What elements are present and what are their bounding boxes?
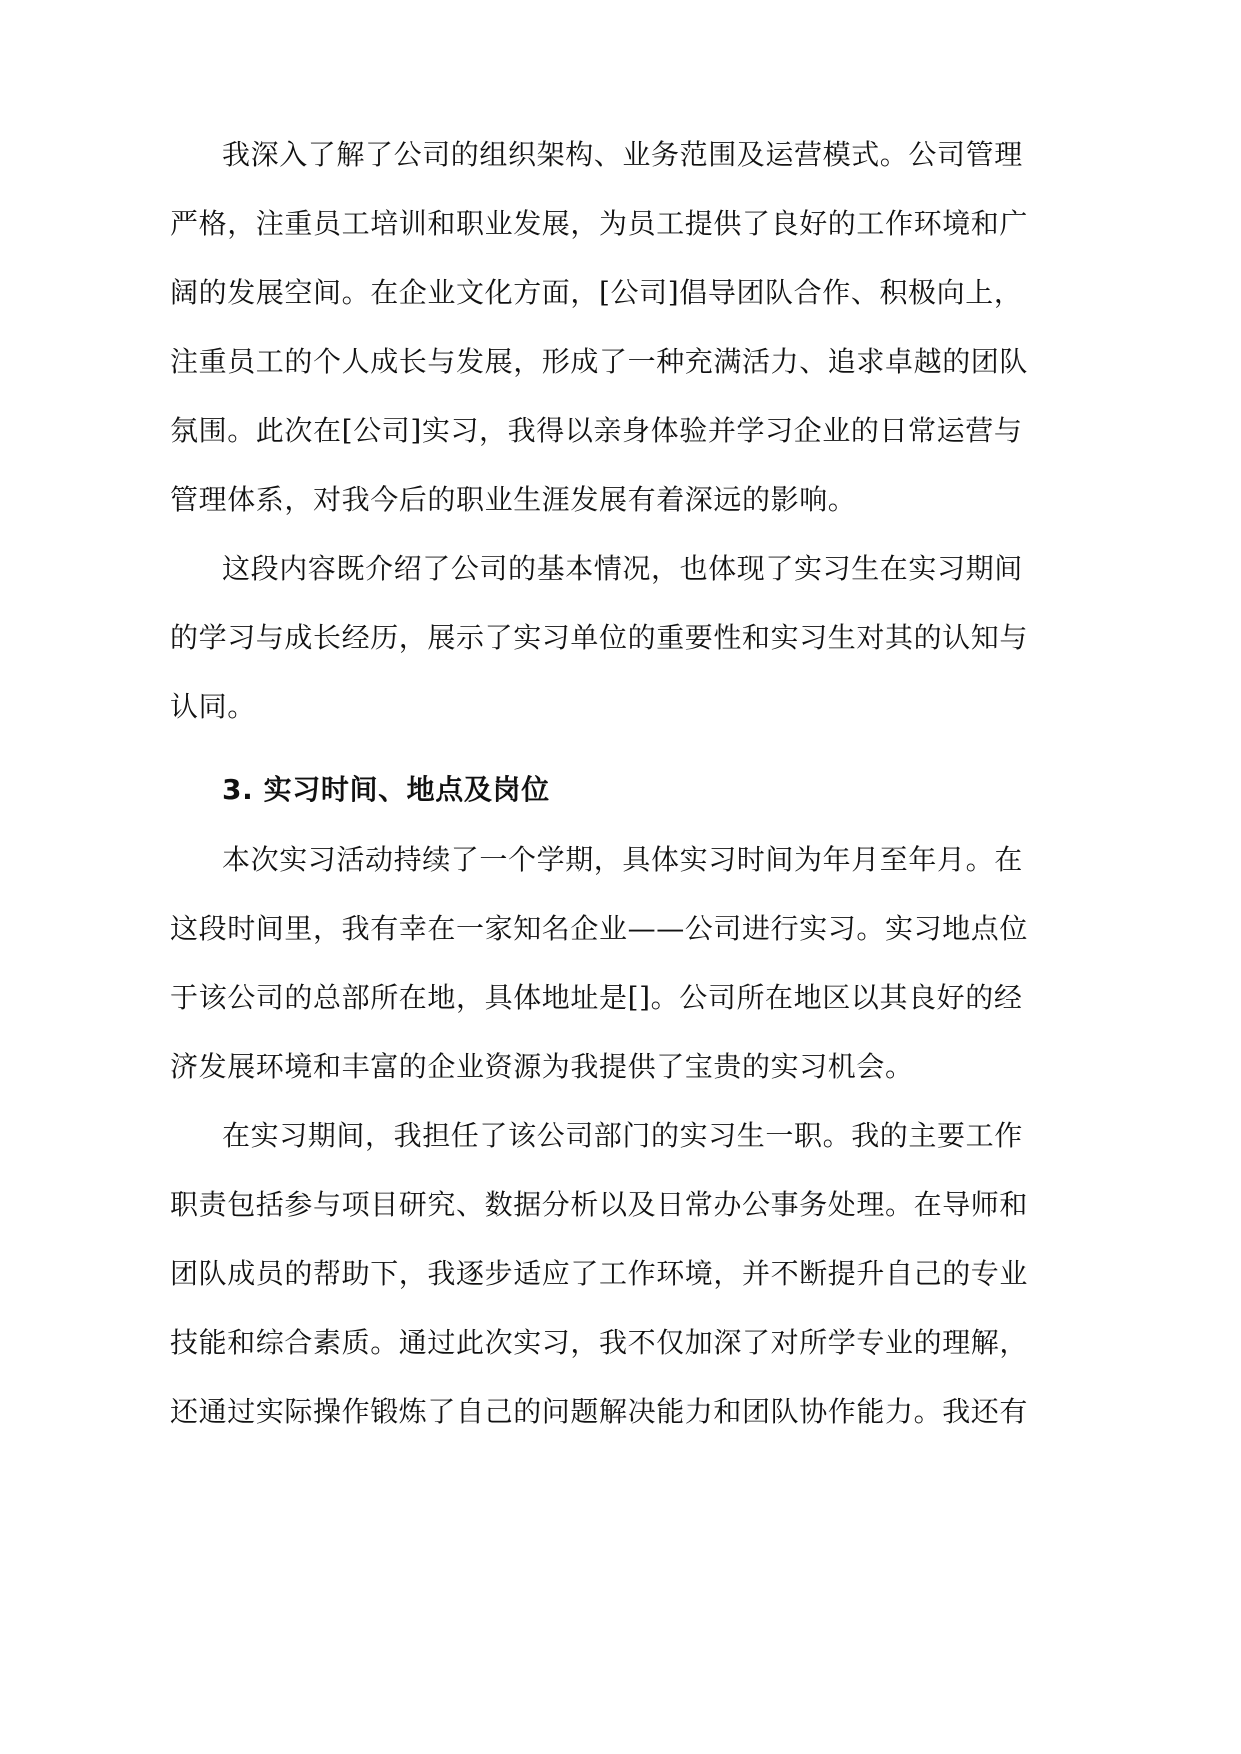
paragraph-1-line-5: 氛围。此次在[公司]实习，我得以亲身体验并学习企业的日常运营与 <box>170 414 1023 447</box>
paragraph-2-line-1: 这段内容既介绍了公司的基本情况，也体现了实习生在实习期间 <box>222 552 1023 585</box>
paragraph-4-line-4: 技能和综合素质。通过此次实习，我不仅加深了对所学专业的理解， <box>170 1326 1029 1359</box>
paragraph-3-line-3: 于该公司的总部所在地，具体地址是[]。公司所在地区以其良好的经 <box>170 981 1023 1014</box>
paragraph-1-line-6: 管理体系，对我今后的职业生涯发展有着深远的影响。 <box>170 483 857 516</box>
paragraph-1-line-3: 阔的发展空间。在企业文化方面，[公司]倡导团队合作、积极向上， <box>170 276 1023 309</box>
paragraph-2-line-2: 的学习与成长经历，展示了实习单位的重要性和实习生对其的认知与 <box>170 621 1029 654</box>
paragraph-3-line-1: 本次实习活动持续了一个学期，具体实习时间为年月至年月。在 <box>222 843 1023 876</box>
paragraph-1-line-2: 严格，注重员工培训和职业发展，为员工提供了良好的工作环境和广 <box>170 207 1029 240</box>
paragraph-2-line-3: 认同。 <box>170 690 256 723</box>
paragraph-1-line-4: 注重员工的个人成长与发展，形成了一种充满活力、追求卓越的团队 <box>170 345 1029 378</box>
paragraph-4-line-2: 职责包括参与项目研究、数据分析以及日常办公事务处理。在导师和 <box>170 1188 1029 1221</box>
paragraph-1-line-1: 我深入了解了公司的组织架构、业务范围及运营模式。公司管理 <box>222 138 1023 171</box>
paragraph-4-line-5: 还通过实际操作锻炼了自己的问题解决能力和团队协作能力。我还有 <box>170 1395 1029 1428</box>
paragraph-4-line-1: 在实习期间，我担任了该公司部门的实习生一职。我的主要工作 <box>222 1119 1023 1152</box>
section-heading: 3. 实习时间、地点及岗位 <box>222 773 550 806</box>
paragraph-4-line-3: 团队成员的帮助下，我逐步适应了工作环境，并不断提升自己的专业 <box>170 1257 1029 1290</box>
paragraph-3-line-2: 这段时间里，我有幸在一家知名企业——公司进行实习。实习地点位 <box>170 912 1029 945</box>
paragraph-3-line-4: 济发展环境和丰富的企业资源为我提供了宝贵的实习机会。 <box>170 1050 914 1083</box>
